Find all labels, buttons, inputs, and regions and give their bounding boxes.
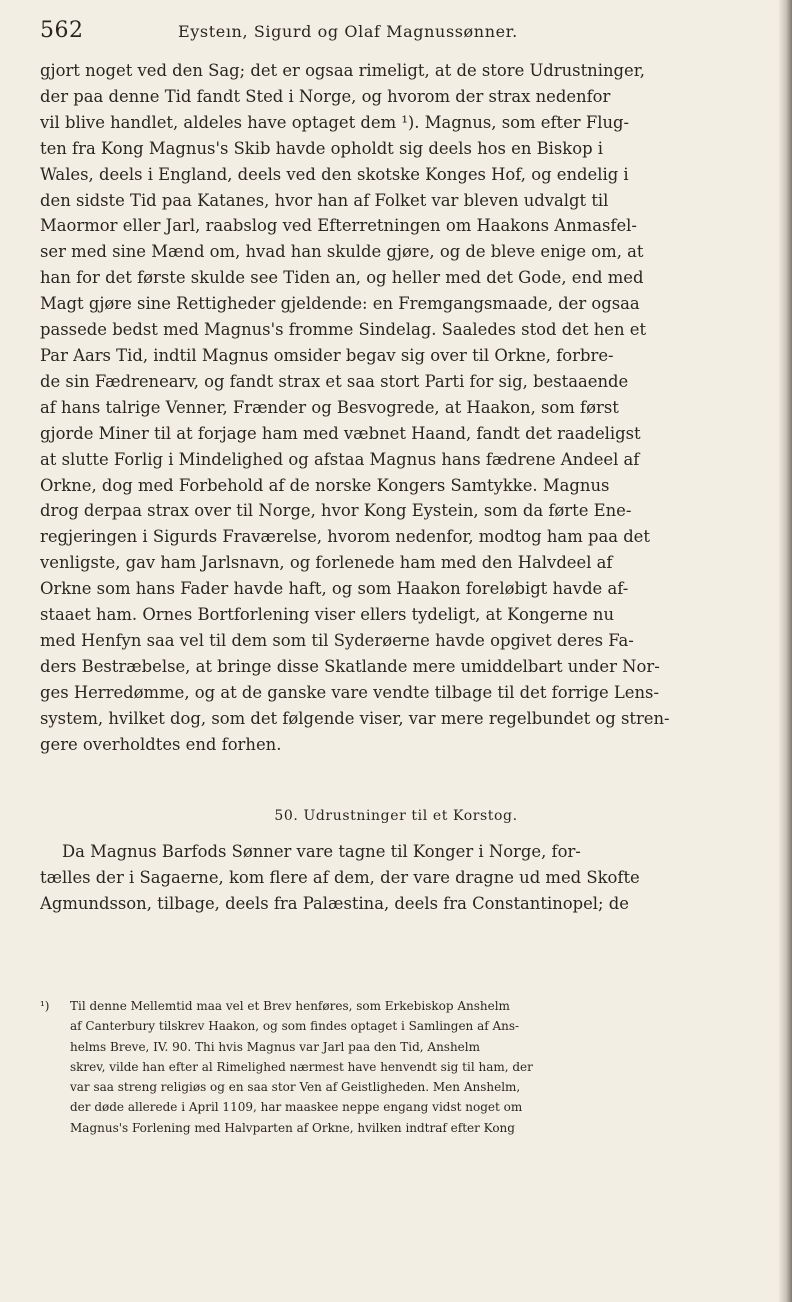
footnote-line-first (40, 996, 760, 1016)
body-line: Magt gjøre sine Rettigheder gjeldende: en Fremgangsmaade, der ogsaa (40, 294, 640, 314)
footnotes (40, 996, 760, 1138)
body-line: venligste, gav ham Jarlsnavn, og forlenede ham med den Halvdeel af (40, 553, 613, 573)
section-line: tælles der i Sagaerne, kom flere af dem, der vare dragne ud med Skofte (40, 868, 640, 887)
page-header (40, 18, 740, 48)
body-line: ten fra Kong Magnus's Skib havde opholdt sig deels hos en Biskop i (40, 138, 604, 158)
footnote-line: Magnus's Forlening med Halvparten af Orkne, hvilken indtraf efter Kong (70, 1120, 515, 1135)
footnote-line: skrev, vilde han efter al Rimelighed nærmest have henvendt sig til ham, der (70, 1059, 533, 1074)
body-line: Wales, deels i England, deels ved den skotske Konges Hof, og endelig i (40, 164, 629, 184)
section-line: Agmundsson, tilbage, deels fra Palæstina, deels fra Constantinopel; de (40, 894, 629, 913)
body-line: regjeringen i Sigurds Fraværelse, hvorom nedenfor, modtog ham paa det (40, 527, 650, 547)
body-line: gere overholdtes end forhen. (40, 734, 282, 754)
body-line: Orkne, dog med Forbehold af de norske Kongers Samtykke. Magnus (40, 475, 610, 495)
body-line: de sin Fædrenearv, og fandt strax et saa stort Parti for sig, bestaaende (40, 371, 629, 391)
body-line: staaet ham. Ornes Bortforlening viser ellers tydeligt, at Kongerne nu (40, 605, 615, 625)
footnote-line: af Canterbury tilskrev Haakon, og som findes optaget i Samlingen af Ans- (70, 1019, 520, 1034)
body-line: gjorde Miner til at forjage ham med væbnet Haand, fandt det raadeligst (40, 423, 641, 443)
body-line: ser med sine Mænd om, hvad han skulde gjøre, og de bleve enige om, at (40, 242, 644, 262)
body-line: af hans talrige Venner, Frænder og Besvogrede, at Haakon, som først (40, 397, 619, 417)
footnote-line: der døde allerede i April 1109, har maaskee neppe engang vidst noget om (70, 1100, 523, 1115)
page-edge-shadow (778, 0, 792, 1302)
body-line: Maormor eller Jarl, raabslog ved Efterretningen om Haakons Anmasfel- (40, 216, 637, 236)
body-line: den sidste Tid paa Katanes, hvor han af Folket var bleven udvalgt til (40, 190, 609, 210)
body-line: at slutte Forlig i Mindelighed og afstaa Magnus hans fædrene Andeel af (40, 449, 640, 469)
footnote-text: Til denne Mellemtid maa vel et Brev henføres, som Erkebiskop Anshelm (70, 999, 510, 1013)
section-line: Da Magnus Barfods Sønner vare tagne til Konger i Norge, for- (62, 842, 581, 861)
body-line: ders Bestræbelse, at bringe disse Skatlande mere umiddelbart under Nor- (40, 656, 660, 676)
body-line: drog derpaa strax over til Norge, hvor Kong Eystein, som da førte Ene- (40, 501, 632, 521)
section-text (40, 839, 760, 917)
body-line: vil blive handlet, aldeles have optaget dem ¹). Magnus, som efter Flug- (40, 112, 630, 132)
body-line: Par Aars Tid, indtil Magnus omsider begav sig over til Orkne, forbre- (40, 345, 614, 365)
footnote-line: var saa streng religiøs og en saa stor Ven af Geistligheden. Men Anshelm, (70, 1080, 521, 1095)
body-line: med Henfyn saa vel til dem som til Syderøerne havde opgivet deres Fa- (40, 630, 634, 650)
footnote-marker: ¹) (40, 999, 50, 1013)
body-line: passede bedst med Magnus's fromme Sindelag. Saaledes stod det hen et (40, 320, 647, 340)
footnote-line: helms Breve, IV. 90. Thi hvis Magnus var Jarl paa den Tid, Anshelm (70, 1039, 480, 1054)
section-heading: 50. Udrustninger til et Korstog. (274, 808, 518, 824)
body-line: ges Herredømme, og at de ganske vare vendte tilbage til det forrige Lens- (40, 682, 659, 702)
running-head: Eysteın, Sigurd og Olaf Magnussønner. (178, 22, 518, 41)
body-line: der paa denne Tid fandt Sted i Norge, og hvorom der strax nedenfor (40, 86, 611, 106)
body-line: Orkne som hans Fader havde haft, og som Haakon foreløbigt havde af- (40, 579, 629, 599)
body-line: han for det første skulde see Tiden an, og heller med det Gode, end med (40, 268, 644, 288)
page-number: 562 (40, 18, 84, 43)
body-text (40, 58, 760, 757)
body-line: gjort noget ved den Sag; det er ogsaa rimeligt, at de store Udrustninger, (40, 61, 645, 80)
body-line: system, hvilket dog, som det følgende viser, var mere regelbundet og stren- (40, 708, 670, 728)
